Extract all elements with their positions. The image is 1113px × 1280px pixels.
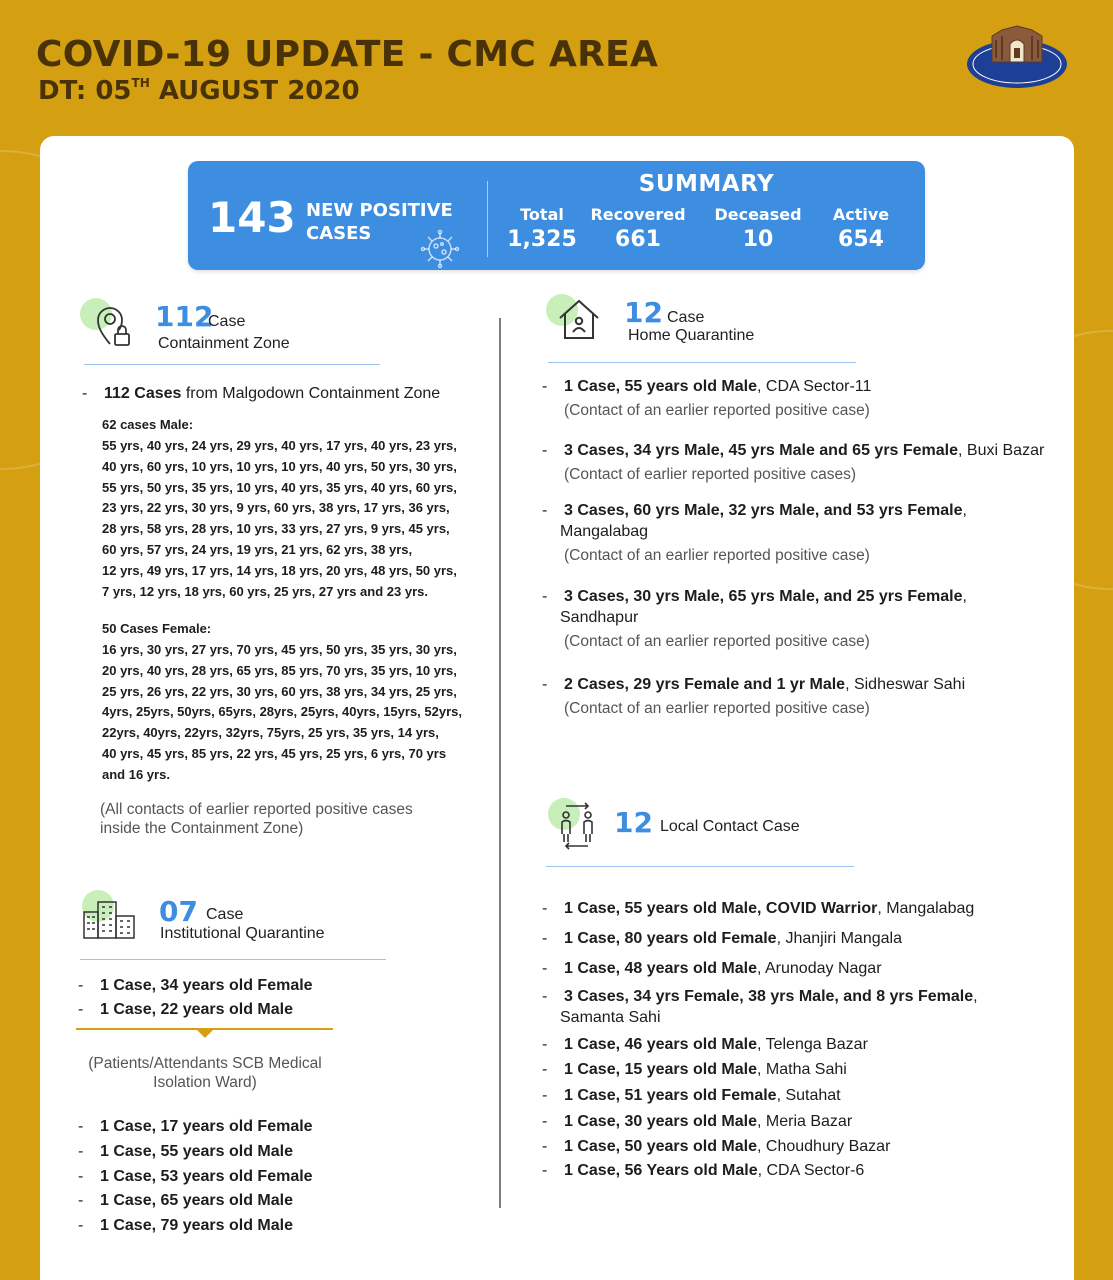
female-age-line: 16 yrs, 30 yrs, 27 yrs, 70 yrs, 45 yrs, 50 yrs, 35 yrs, 30 yrs, xyxy=(102,642,457,657)
list-item xyxy=(542,1061,847,1079)
list-dash: - xyxy=(542,960,548,977)
institutional-title: Institutional Quarantine xyxy=(160,925,325,942)
list-dash: - xyxy=(542,1138,548,1155)
list-dash: - xyxy=(78,1142,84,1160)
female-heading: 50 Cases Female: xyxy=(102,621,212,636)
list-item-location: , Sidheswar Sahi xyxy=(845,676,966,693)
list-item xyxy=(78,1118,313,1136)
female-age-line: 25 yrs, 26 yrs, 22 yrs, 30 yrs, 60 yrs, 38 yrs, 34 yrs, 25 yrs, xyxy=(102,683,457,699)
list-item xyxy=(542,588,967,606)
content-card xyxy=(40,136,1074,1280)
list-item xyxy=(542,378,871,396)
list-item-bold: 1 Case, 30 years old Male xyxy=(564,1113,757,1130)
list-item-continuation: Mangalabag xyxy=(560,523,649,540)
stat-active: Active 654 xyxy=(832,205,890,252)
female-age-line: 20 yrs, 40 yrs, 28 yrs, 65 yrs, 85 yrs, 70 yrs, 35 yrs, 10 yrs, xyxy=(102,662,457,678)
institutional-note: (Patients/Attendants SCB Medical Isolation Ward) xyxy=(88,1055,322,1091)
home-count: 12 xyxy=(624,296,663,329)
new-positive-count: 143 xyxy=(208,193,296,242)
list-item-bold: 1 Case, 46 years old Male xyxy=(564,1036,757,1053)
pointer-arrow xyxy=(196,1029,214,1038)
list-item-note: (Contact of an earlier reported positive case) xyxy=(564,700,870,717)
list-item xyxy=(542,960,882,978)
list-item xyxy=(542,900,974,918)
list-dash: - xyxy=(78,1118,84,1135)
list-item-bold: 1 Case, 55 years old Male, COVID Warrior xyxy=(564,900,878,917)
new-positive-label: NEW POSITIVE CASES xyxy=(306,200,453,244)
male-age-line: 28 yrs, 58 yrs, 28 yrs, 10 yrs, 33 yrs, 27 yrs, 9 yrs, 45 yrs, xyxy=(102,521,450,537)
list-item-location: , Choudhury Bazar xyxy=(757,1138,891,1155)
section-rule xyxy=(546,866,854,867)
list-item xyxy=(542,1138,890,1156)
list-item-bold: 1 Case, 55 years old Male xyxy=(564,378,757,395)
male-age-list xyxy=(102,436,457,602)
female-age-line: 40 yrs, 45 yrs, 85 yrs, 22 yrs, 45 yrs, 25 yrs, 6 yrs, 70 yrs xyxy=(102,745,447,761)
list-item-text: 1 Case, 17 years old Female xyxy=(100,1118,313,1135)
list-item xyxy=(542,988,978,1006)
list-item xyxy=(542,442,1044,460)
list-item-bold: 1 Case, 50 years old Male xyxy=(564,1138,757,1155)
report-date: DT: 05TH AUGUST 2020 xyxy=(38,76,360,106)
male-age-line: 55 yrs, 40 yrs, 24 yrs, 29 yrs, 40 yrs, 17 yrs, 40 yrs, 23 yrs, xyxy=(102,438,457,453)
list-item-bold: 1 Case, 48 years old Male xyxy=(564,960,757,977)
list-item-bold: 1 Case, 51 years old Female xyxy=(564,1087,777,1104)
female-age-line: 22yrs, 40yrs, 22yrs, 32yrs, 75yrs, 25 yrs, 35 yrs, 14 yrs, xyxy=(102,725,439,741)
list-item-bold: 3 Cases, 30 yrs Male, 65 yrs Male, and 25 yrs Female xyxy=(564,588,963,605)
list-dash: - xyxy=(542,1087,548,1104)
list-item xyxy=(78,1168,313,1186)
section-rule xyxy=(84,364,380,365)
local-count: 12 xyxy=(614,806,653,839)
male-age-line: 12 yrs, 49 yrs, 17 yrs, 14 yrs, 18 yrs, 20 yrs, 48 yrs, 50 yrs, xyxy=(102,562,457,578)
list-item-text: 1 Case, 55 years old Male xyxy=(100,1142,293,1160)
stat-recovered: Recovered 661 xyxy=(590,205,686,252)
female-age-line: and 16 yrs. xyxy=(102,766,170,782)
list-item xyxy=(542,676,965,694)
list-dash: - xyxy=(542,900,548,917)
location-lock-icon xyxy=(94,304,134,348)
list-item-bold: 1 Case, 80 years old Female xyxy=(564,930,777,947)
list-dash: - xyxy=(542,378,548,395)
list-item-location: , Meria Bazar xyxy=(757,1113,853,1130)
list-dash: - xyxy=(78,1217,84,1235)
list-item xyxy=(542,1087,841,1105)
list-item xyxy=(542,1113,852,1131)
list-dash: - xyxy=(542,930,548,947)
home-title: Home Quarantine xyxy=(628,327,755,344)
list-item-note: (Contact of an earlier reported positive case) xyxy=(564,633,870,650)
list-item-location: , Arunoday Nagar xyxy=(757,960,882,977)
institutional-case-word: Case xyxy=(206,906,244,923)
male-age-line: 23 yrs, 22 yrs, 30 yrs, 9 yrs, 60 yrs, 38 yrs, 17 yrs, 36 yrs, xyxy=(102,500,450,516)
male-age-line: 7 yrs, 12 yrs, 18 yrs, 60 yrs, 25 yrs, 27 yrs and 23 yrs. xyxy=(102,583,428,599)
list-item xyxy=(78,1001,293,1019)
containment-title: Containment Zone xyxy=(158,335,290,352)
list-dash: - xyxy=(542,1036,548,1053)
list-item xyxy=(78,1192,293,1210)
list-item-bold: 3 Cases, 34 yrs Female, 38 yrs Male, and 8 yrs Female xyxy=(564,988,974,1005)
list-item-location: , xyxy=(962,502,967,519)
list-item-bold: 3 Cases, 34 yrs Male, 45 yrs Male and 65 yrs Female xyxy=(564,442,959,459)
list-item-location: , Sutahat xyxy=(776,1087,841,1104)
summary-heading: SUMMARY xyxy=(638,171,775,197)
list-item-location: , Telenga Bazar xyxy=(757,1036,868,1053)
list-dash: - xyxy=(78,1192,84,1210)
list-dash: - xyxy=(542,1061,548,1078)
list-item-text: 1 Case, 79 years old Male xyxy=(100,1217,293,1235)
list-item-location: , Jhanjiri Mangala xyxy=(776,930,902,947)
containment-note: (All contacts of earlier reported positive cases inside the Containment Zone) xyxy=(100,801,413,837)
female-age-list xyxy=(102,640,462,786)
list-item-location: , Buxi Bazar xyxy=(958,442,1045,459)
list-item xyxy=(542,1036,868,1054)
list-item-location: , Mangalabag xyxy=(877,900,975,917)
list-item-text: 1 Case, 53 years old Female xyxy=(100,1167,313,1185)
list-item-note: (Contact of an earlier reported positive case) xyxy=(564,402,870,419)
section-rule xyxy=(548,362,856,363)
list-item-location: , CDA Sector-11 xyxy=(757,378,872,395)
male-heading: 62 cases Male: xyxy=(102,417,194,432)
virus-icon xyxy=(414,229,466,269)
stat-deceased: Deceased 10 xyxy=(714,205,802,252)
containment-lead: - 112 Cases from Malgodown Containment Zone xyxy=(82,385,441,402)
list-item xyxy=(78,1143,293,1161)
home-icon xyxy=(556,296,602,342)
list-item-location: , Matha Sahi xyxy=(757,1061,847,1078)
containment-case-word: Case xyxy=(208,313,246,330)
section-rule xyxy=(80,959,386,960)
list-item-location: , CDA Sector-6 xyxy=(757,1162,865,1179)
cmc-logo xyxy=(964,24,1070,100)
list-item-location: , xyxy=(973,988,978,1005)
buildings-icon xyxy=(82,898,138,940)
list-dash: - xyxy=(78,1001,84,1018)
page-title: COVID-19 UPDATE - CMC AREA xyxy=(36,34,659,75)
list-item-bold: 2 Cases, 29 yrs Female and 1 yr Male xyxy=(564,676,846,693)
list-item-continuation: Sandhapur xyxy=(560,609,639,626)
containment-count: 112 xyxy=(155,300,214,333)
male-age-line: 40 yrs, 60 yrs, 10 yrs, 10 yrs, 10 yrs, 40 yrs, 50 yrs, 30 yrs, xyxy=(102,458,457,474)
list-item-location: , xyxy=(962,588,967,605)
list-item-text: 1 Case, 34 years old Female xyxy=(100,977,313,994)
column-divider xyxy=(499,318,501,1208)
list-item-note: (Contact of earlier reported positive cases) xyxy=(564,466,857,483)
list-dash: - xyxy=(542,1113,548,1130)
institutional-count: 07 xyxy=(159,895,198,928)
stat-total: Total 1,325 xyxy=(507,205,577,252)
contact-people-icon xyxy=(552,800,602,850)
list-item xyxy=(78,1217,293,1235)
list-item xyxy=(542,502,967,520)
male-age-line: 60 yrs, 57 yrs, 24 yrs, 19 yrs, 21 yrs, 62 yrs, 38 yrs, xyxy=(102,541,413,557)
home-case-word: Case xyxy=(667,309,705,326)
list-dash: - xyxy=(542,1162,548,1179)
list-dash: - xyxy=(542,442,548,459)
list-dash: - xyxy=(542,988,548,1005)
summary-banner xyxy=(188,161,925,270)
list-dash: - xyxy=(542,588,548,605)
list-dash: - xyxy=(78,977,84,994)
list-item-note: (Contact of an earlier reported positive case) xyxy=(564,547,870,564)
list-item-bold: 3 Cases, 60 yrs Male, 32 yrs Male, and 53 yrs Female xyxy=(564,502,963,519)
list-item xyxy=(78,977,313,995)
female-age-line: 4yrs, 25yrs, 50yrs, 65yrs, 28yrs, 25yrs, 40yrs, 15yrs, 52yrs, xyxy=(102,704,462,720)
male-age-line: 55 yrs, 50 yrs, 35 yrs, 10 yrs, 40 yrs, 35 yrs, 40 yrs, 60 yrs, xyxy=(102,479,457,495)
list-item xyxy=(542,1162,864,1180)
list-item-text: 1 Case, 22 years old Male xyxy=(100,1001,293,1018)
list-dash: - xyxy=(542,502,548,519)
list-dash: - xyxy=(78,1167,84,1185)
list-dash: - xyxy=(542,676,548,693)
list-item-text: 1 Case, 65 years old Male xyxy=(100,1192,293,1210)
list-item-bold: 1 Case, 15 years old Male xyxy=(564,1061,757,1078)
list-item-continuation: Samanta Sahi xyxy=(560,1009,661,1026)
list-item xyxy=(542,930,902,948)
local-title: Local Contact Case xyxy=(660,818,800,835)
list-item-bold: 1 Case, 56 Years old Male xyxy=(564,1162,758,1179)
